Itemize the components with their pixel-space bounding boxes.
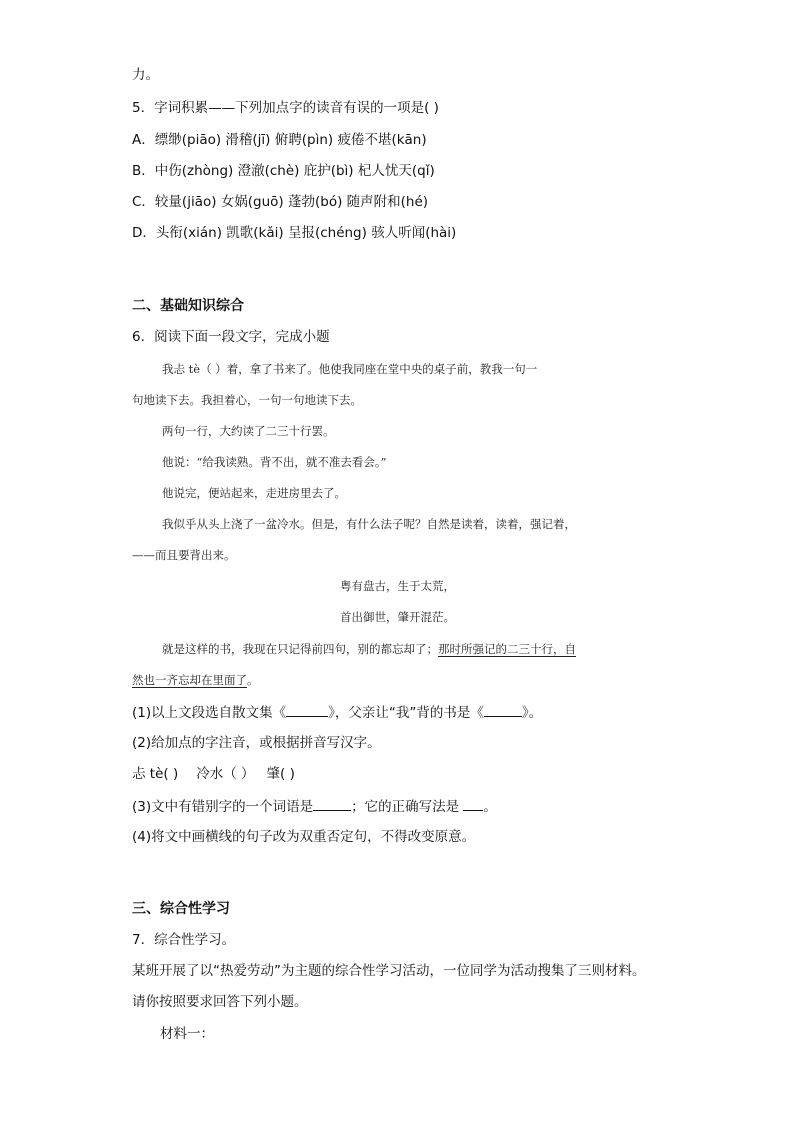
subquestion-3-part-b: ；它的正确写法是 — [351, 799, 464, 815]
subquestion-2-items — [132, 765, 295, 783]
subquestion-1-part-a: (1)以上文段选自散文集《 — [132, 705, 287, 721]
passage-paragraph-4: 他说完，便站起来，走进房里去了。 — [162, 486, 346, 500]
answer-blank-wrong-word[interactable] — [313, 797, 351, 811]
subquestion-3 — [132, 797, 497, 816]
question-6-stem: 6．阅读下面一段文字，完成小题 — [132, 329, 330, 345]
passage-paragraph-3: 他说：“给我读熟。背不出，就不准去看会。” — [162, 455, 387, 469]
question-5-stem: 5．字词积累——下列加点字的读音有误的一项是( ) — [132, 100, 439, 116]
subquestion-1 — [132, 703, 542, 722]
pinyin-item-leng: 冷水（ ） — [196, 766, 255, 782]
passage-poem-line-2: 首出御世，肇开混茫。 — [340, 610, 455, 624]
passage-paragraph-6a — [162, 640, 576, 658]
passage-paragraph-6a-plain: 就是这样的书，我现在只记得前四句，别的都忘却了； — [162, 642, 438, 656]
subquestion-4: (4)将文中画横线的句子改为双重否定句，不得改变原意。 — [132, 829, 476, 845]
question-5-option-a: A．缥缈(piāo) 滑稽(jī) 俯聘(pìn) 疲倦不堪(kān) — [132, 132, 427, 148]
answer-blank-collection[interactable] — [286, 703, 328, 717]
question-5-option-d: D．头衔(xián) 凯歌(kǎi) 呈报(chéng) 骇人听闻(hài) — [132, 225, 457, 241]
passage-paragraph-1a: 我忐 tè（ ）着，拿了书来了。他使我同座在堂中央的桌子前，教我一句一 — [162, 362, 538, 376]
passage-underlined-sentence-part-1: 那时所强记的二三十行，自 — [438, 642, 576, 656]
passage-poem-line-1: 粤有盘古，生于太荒， — [340, 579, 455, 593]
answer-blank-correct-word[interactable] — [463, 797, 483, 811]
passage-paragraph-5a: 我似乎从头上浇了一盆冷水。但是，有什么法子呢？自然是读着，读着，强记着， — [162, 517, 576, 531]
passage-paragraph-1b: 句地读下去。我担着心，一句一句地读下去。 — [132, 393, 362, 407]
subquestion-1-part-c: 》。 — [521, 705, 543, 721]
question-5-option-c: C．较量(jiāo) 女娲(guō) 蓬勃(bó) 随声附和(hé) — [132, 194, 429, 210]
answer-blank-book[interactable] — [484, 703, 522, 717]
section-2-heading: 二、基础知识综合 — [132, 298, 244, 314]
passage-underlined-sentence-part-2: 然也一齐忘却在里面了 — [132, 673, 247, 687]
passage-paragraph-2: 两句一行，大约读了二三十行罢。 — [162, 424, 335, 438]
passage-paragraph-6b-end: 。 — [247, 673, 259, 687]
subquestion-3-part-a: (3)文中有错别字的一个词语是 — [132, 799, 314, 815]
section-3-heading: 三、综合性学习 — [132, 901, 230, 917]
passage-paragraph-6b — [132, 671, 259, 689]
continued-text: 力。 — [132, 67, 159, 83]
subquestion-1-part-b: 》，父亲让“我”背的书是《 — [328, 705, 484, 721]
passage-paragraph-5b: ——而且要背出来。 — [132, 548, 236, 562]
question-5-option-b: B．中伤(zhòng) 澄澈(chè) 庇护(bì) 杞人忧天(qǐ) — [132, 163, 435, 179]
pinyin-item-zhao: 肇( ) — [266, 766, 295, 782]
subquestion-2: (2)给加点的字注音，或根据拼音写汉字。 — [132, 735, 381, 751]
pinyin-item-te: 忐 tè( ) — [132, 766, 179, 782]
question-7-intro-line-2: 请你按照要求回答下列小题。 — [132, 994, 308, 1010]
question-7-intro-line-1: 某班开展了以“热爱劳动”为主题的综合性学习活动，一位同学为活动搜集了三则材料。 — [132, 963, 646, 979]
material-1-label: 材料一： — [160, 1026, 214, 1042]
subquestion-3-part-c: 。 — [483, 799, 497, 815]
question-7-stem: 7．综合性学习。 — [132, 932, 236, 948]
